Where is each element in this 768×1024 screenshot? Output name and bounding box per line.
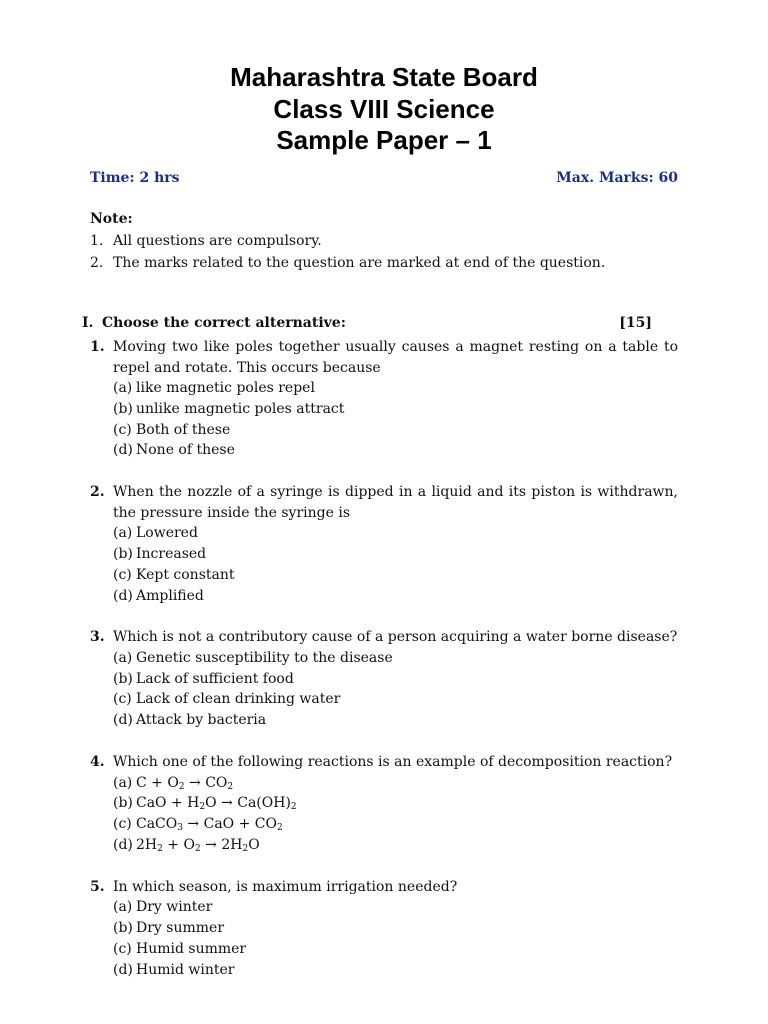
option-text: Amplified — [136, 587, 204, 604]
answer-option — [90, 897, 678, 918]
question-list — [90, 337, 678, 1001]
option-label: (a) — [113, 899, 133, 916]
answer-option — [90, 669, 678, 690]
option-text: CaCO$_3$ → CaO + $CO_2$ — [136, 816, 283, 834]
section-marks: [15] — [619, 315, 652, 331]
question-text: Which one of the following reactions is an example of decomposition reaction? — [113, 754, 673, 771]
max-marks-label: Max. Marks: 60 — [556, 170, 678, 186]
question-item — [90, 752, 678, 856]
class-name: Class VIII Science — [273, 93, 495, 124]
question-stem — [90, 482, 678, 523]
option-label: (c) — [113, 691, 132, 708]
option-label: (b) — [113, 670, 133, 687]
option-text: Dry winter — [136, 899, 213, 916]
option-label: (c) — [113, 816, 132, 833]
question-number: 4. — [90, 754, 105, 771]
option-text: Kept constant — [136, 566, 235, 583]
question-item — [90, 482, 678, 606]
option-label: (c) — [113, 940, 132, 957]
answer-option — [90, 939, 678, 960]
option-label: (a) — [113, 525, 133, 542]
section-title: Choose the correct alternative: — [102, 315, 346, 331]
answer-option — [90, 378, 678, 399]
option-label: (b) — [113, 545, 133, 562]
note-block — [90, 211, 690, 274]
option-text: Both of these — [136, 421, 231, 438]
option-text: like magnetic poles repel — [136, 380, 315, 396]
note-item-text: All questions are compulsory. — [113, 233, 322, 249]
option-text: Attack by bacteria — [136, 712, 267, 729]
answer-option — [90, 835, 678, 856]
question-item — [90, 337, 678, 461]
question-stem — [90, 627, 678, 648]
answer-option — [90, 544, 678, 565]
question-number: 5. — [90, 878, 105, 895]
option-label: (d) — [113, 587, 133, 604]
option-text: Dry summer — [136, 920, 225, 937]
option-text: None of these — [136, 442, 235, 459]
answer-option — [90, 648, 678, 669]
note-item-number: 2. — [90, 254, 104, 271]
paper-name: Sample Paper – 1 — [276, 125, 492, 155]
time-label: Time: 2 hrs — [90, 170, 180, 186]
option-text: Increased — [136, 545, 207, 562]
question-item — [90, 627, 678, 731]
question-text: When the nozzle of a syringe is dipped in a liquid and its piston is withdrawn, the pressure inside the syringe is — [113, 484, 678, 521]
option-label: (d) — [113, 712, 133, 729]
question-text: Moving two like poles together usually causes a magnet resting on a table to repel and rotate. This occurs because — [113, 339, 678, 376]
page-title — [0, 62, 768, 157]
option-label: (d) — [113, 836, 133, 853]
answer-option — [90, 689, 678, 710]
option-label: (a) — [113, 774, 133, 791]
option-text: $2H_2 + O_2 \to 2H_2O$ — [136, 836, 260, 854]
option-text: Lack of clean drinking water — [136, 691, 341, 708]
note-item-text: The marks related to the question are marked at end of the question. — [113, 254, 606, 271]
option-text: Lowered — [136, 525, 198, 542]
option-text: unlike magnetic poles attract — [136, 400, 345, 417]
option-text: Genetic susceptibility to the disease — [136, 649, 393, 666]
answer-option — [90, 420, 678, 441]
answer-option — [90, 773, 678, 794]
question-item — [90, 877, 678, 981]
answer-option — [90, 814, 678, 835]
answer-option — [90, 586, 678, 607]
answer-option — [90, 793, 678, 814]
question-stem — [90, 877, 678, 898]
option-text: Humid winter — [136, 961, 235, 978]
note-heading: Note: — [90, 211, 133, 227]
answer-option — [90, 399, 678, 420]
option-label: (c) — [113, 566, 132, 583]
answer-option — [90, 440, 678, 461]
note-item-number: 1. — [90, 233, 104, 249]
section-number: I. — [82, 315, 94, 331]
answer-option — [90, 918, 678, 939]
question-number: 3. — [90, 629, 105, 646]
answer-option — [90, 960, 678, 981]
answer-option — [90, 710, 678, 731]
question-number: 2. — [90, 484, 105, 501]
option-text: $C + O_2 \to CO_2$ — [136, 774, 234, 792]
option-label: (c) — [113, 421, 132, 438]
option-label: (b) — [113, 920, 133, 937]
question-stem — [90, 337, 678, 378]
board-name: Maharashtra State Board — [230, 62, 538, 92]
option-label: (d) — [113, 442, 133, 459]
question-text: Which is not a contributory cause of a person acquiring a water borne disease? — [113, 629, 678, 646]
answer-option — [90, 565, 678, 586]
question-number: 1. — [90, 339, 105, 355]
option-text: CaO + $H_2O \to Ca(OH)_2$ — [136, 795, 297, 813]
option-text: Lack of sufficient food — [136, 670, 294, 687]
question-stem — [90, 752, 678, 773]
option-label: (a) — [113, 380, 133, 396]
option-text: Humid summer — [136, 940, 247, 957]
note-item — [90, 231, 690, 253]
option-label: (d) — [113, 961, 133, 978]
answer-option — [90, 523, 678, 544]
option-label: (b) — [113, 795, 133, 812]
option-label: (a) — [113, 649, 133, 666]
section-heading — [82, 315, 654, 331]
option-label: (b) — [113, 400, 133, 417]
question-text: In which season, is maximum irrigation needed? — [113, 878, 458, 895]
note-item — [90, 253, 690, 275]
